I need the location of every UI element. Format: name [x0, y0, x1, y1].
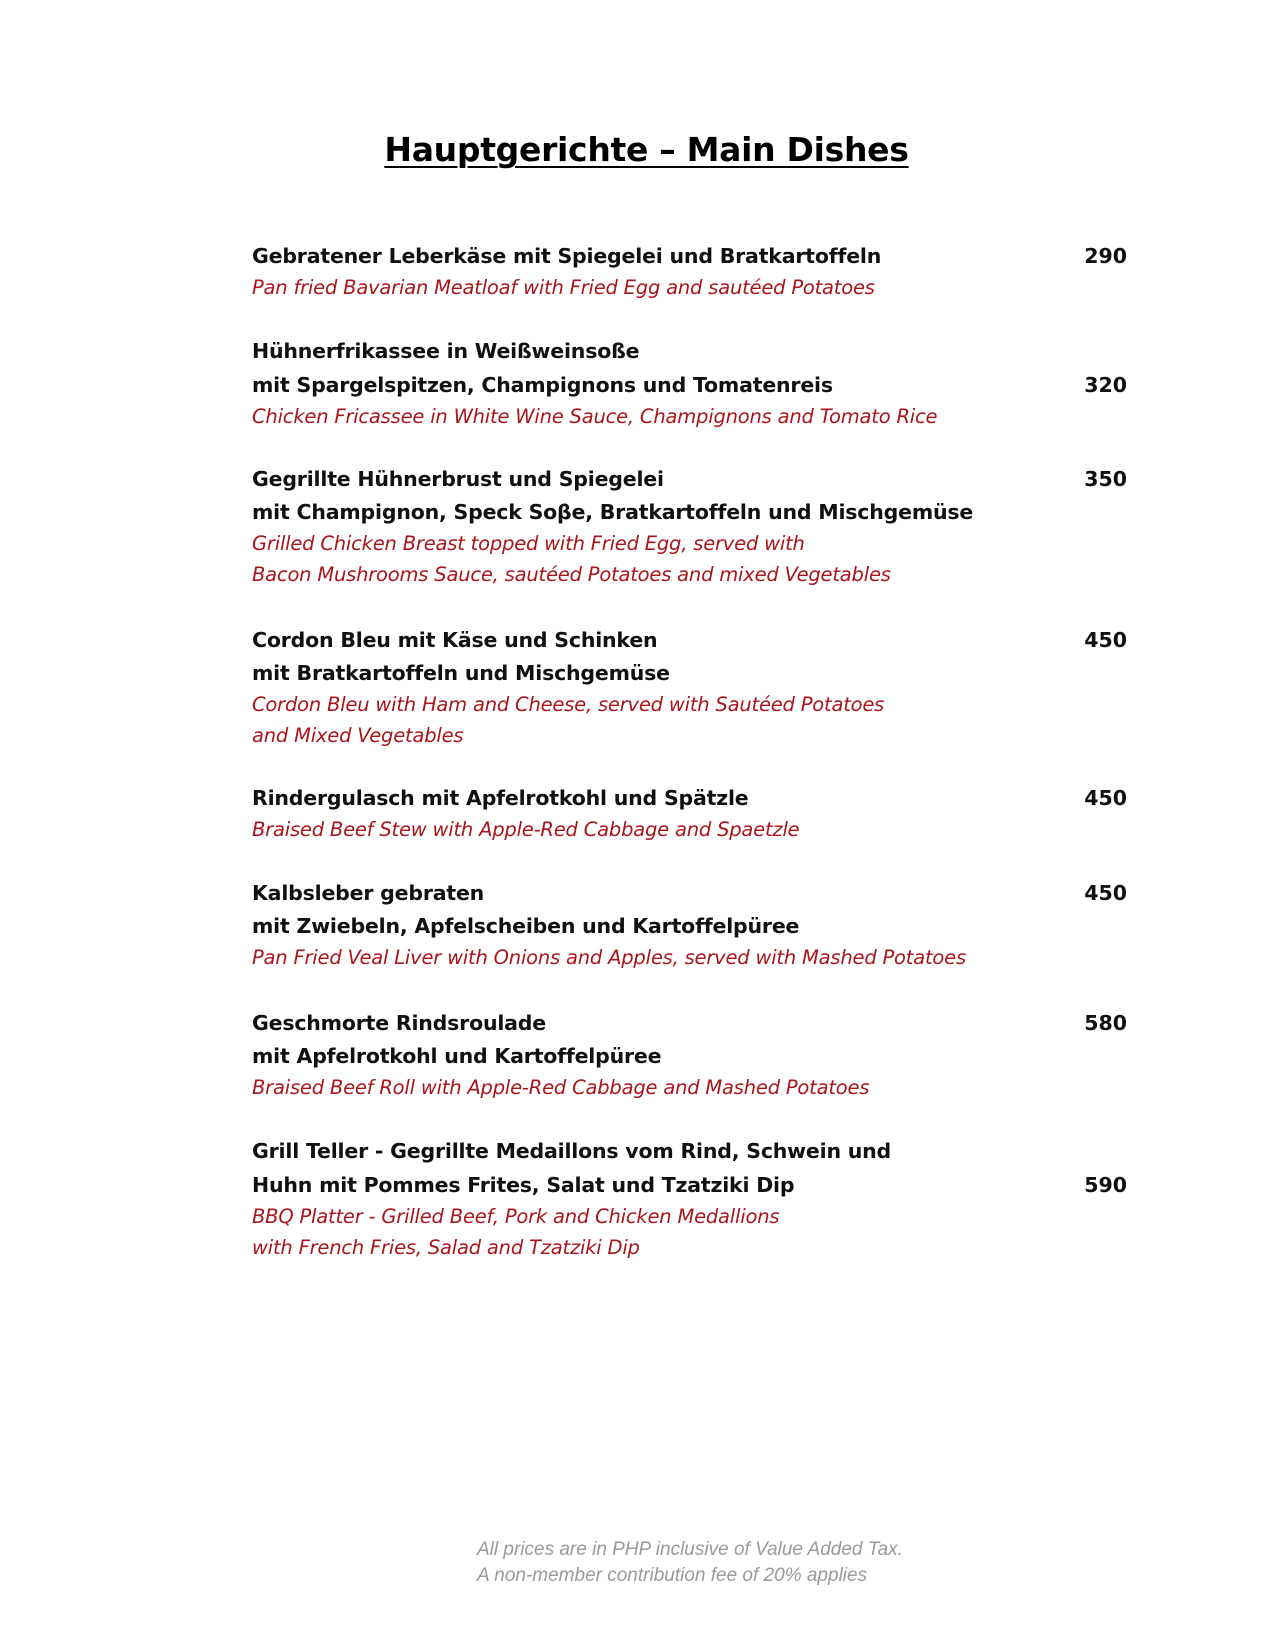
dish-price: 590: [1084, 1173, 1127, 1197]
dish-price: 580: [1084, 1011, 1127, 1035]
dish-description-english: Braised Beef Stew with Apple-Red Cabbage and Spaetzle: [252, 818, 800, 841]
dish-description-english: Bacon Mushrooms Sauce, sautéed Potatoes and mixed Vegetables: [252, 563, 891, 586]
dish-name-german: Grill Teller - Gegrillte Medaillons vom Rind, Schwein und: [252, 1139, 892, 1163]
page-title: [0, 130, 1275, 169]
dish-name-german: Rindergulasch mit Apfelrotkohl und Spätzle: [252, 786, 749, 810]
dish-price: 450: [1084, 786, 1127, 810]
dish-name-german: Geschmorte Rindsroulade: [252, 1011, 546, 1035]
dish-description-english: Grilled Chicken Breast topped with Fried Egg, served with: [252, 532, 805, 555]
dish-name-german: Cordon Bleu mit Käse und Schinken: [252, 628, 658, 652]
dish-description-english: Chicken Fricassee in White Wine Sauce, Champignons and Tomato Rice: [252, 405, 938, 428]
dish-price: 450: [1084, 628, 1127, 652]
dish-description-english: Braised Beef Roll with Apple-Red Cabbage and Mashed Potatoes: [252, 1076, 870, 1099]
dish-price: 320: [1084, 373, 1127, 397]
dish-description-german: mit Bratkartoffeln und Mischgemüse: [252, 661, 670, 685]
dish-price: 350: [1084, 467, 1127, 491]
dish-name-german: Hühnerfrikassee in Weißweinsoße: [252, 339, 640, 363]
page-title-text: Hauptgerichte – Main Dishes: [384, 130, 909, 169]
dish-name-german: Kalbsleber gebraten: [252, 881, 485, 905]
dish-description-english: Cordon Bleu with Ham and Cheese, served with Sautéed Potatoes: [252, 693, 885, 716]
price-note: [477, 1537, 903, 1589]
dish-description-german: mit Spargelspitzen, Champignons und Tomatenreis: [252, 373, 833, 397]
dish-description-english: Pan fried Bavarian Meatloaf with Fried Egg and sautéed Potatoes: [252, 276, 875, 299]
dish-name-german: Gebratener Leberkäse mit Spiegelei und Bratkartoffeln: [252, 244, 882, 268]
dish-description-german: Huhn mit Pommes Frites, Salat und Tzatziki Dip: [252, 1173, 795, 1197]
dish-description-english: and Mixed Vegetables: [252, 724, 464, 747]
dish-description-german: mit Champignon, Speck Soβe, Bratkartoffeln und Mischgemüse: [252, 500, 974, 524]
price-note-line-1: All prices are in PHP inclusive of Value Added Tax.: [477, 1539, 903, 1560]
dish-description-english: with French Fries, Salad and Tzatziki Dip: [252, 1236, 640, 1259]
dish-description-german: mit Apfelrotkohl und Kartoffelpüree: [252, 1044, 662, 1068]
dish-description-german: mit Zwiebeln, Apfelscheiben und Kartoffelpüree: [252, 914, 800, 938]
dish-name-german: Gegrillte Hühnerbrust und Spiegelei: [252, 467, 664, 491]
dish-description-english: BBQ Platter - Grilled Beef, Pork and Chicken Medallions: [252, 1205, 780, 1228]
price-note-line-2: A non-member contribution fee of 20% applies: [477, 1565, 868, 1586]
dish-price: 290: [1084, 244, 1127, 268]
dish-price: 450: [1084, 881, 1127, 905]
dish-description-english: Pan Fried Veal Liver with Onions and Apples, served with Mashed Potatoes: [252, 946, 966, 969]
